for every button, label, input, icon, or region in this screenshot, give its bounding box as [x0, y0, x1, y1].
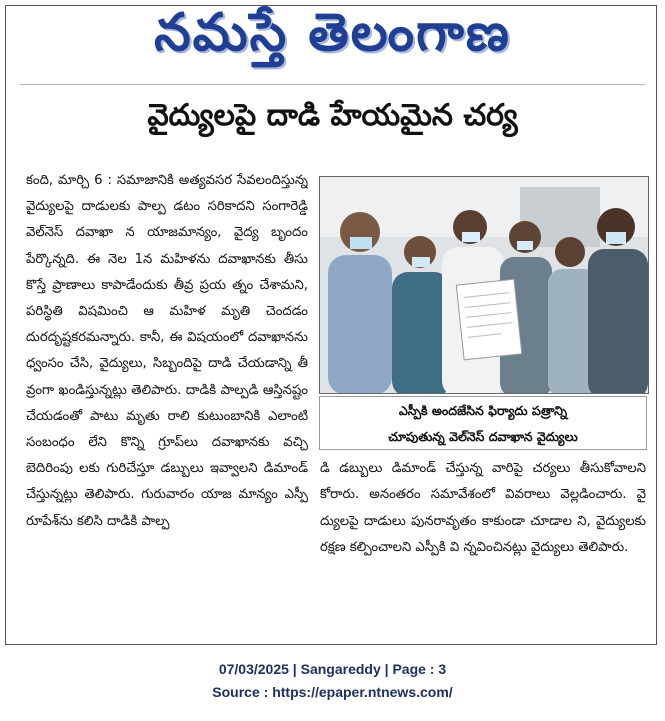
- newspaper-masthead: [0, 2, 665, 77]
- article-body-left: కంది, మార్చి 6 : సమాజానికి అత్యవసర సేవలందిస్తున్న వైద్యులపై దాడులకు పాల్ప డటం సరికాదని సంగారెడ్డి వెల్‌నెస్ దవాఖా న యాజమాన్యం, వైద్య బృందం పేర్కొన్నది. ఈ నెల 1న మహిళను దవాఖానకు తీసు కొస్తే ప్రాణాలు కాపాడేందుకు తీవ్ర ప్రయ త్నం చేశామని, పరిస్థితి విషమించి ఆ మహిళ మృతి చెందడం దురదృష్టకరమన్నారు. కానీ, ఈ విషయంలో దవాఖానను ధ్వంసం చేసి, వైద్యులు, సిబ్బందిపై దాడి చేయడాన్ని తీ వ్రంగా ఖండిస్తున్నట్లు తెలిపారు. దాడికి పాల్పడి ఆస్తినష్టం చేయడంతో పాటు మృతు రాలి కుటుంబానికి ఎలాంటి సంబంధం లేని కొన్ని గ్రూప్‌లు దవాఖానకు వచ్చి బెదిరింపు లకు గురిచేస్తూ డబ్బులు ఇవ్వాలని డిమాండ్ చేస్తున్నట్లు తెలిపారు. గురువారం యాజ మాన్యం ఎస్పీ రూపేశ్‌ను కలిసి దాడికి పాల్ప: [26, 173, 308, 529]
- article-body-right: డి డబ్బులు డిమాండ్ చేస్తున్న వారిపై చర్యలు తీసుకోవాలని కోరారు. అనంతరం సమావేశంలో వివరాలు వెల్లడించారు. వై ద్యులపై దాడులు పునరావృతం కాకుండా చూడాల ని, వైద్యులకు రక్షణ కల్పించాలని ఎస్పీకి వి న్నవించినట్లు వైద్యులు తెలిపారు.: [320, 461, 646, 555]
- photo-caption-line-2: చూపుతున్న వెల్‌నెస్ దవాఖాన వైద్యులు: [388, 429, 578, 444]
- footer-edition-info: 07/03/2025 | Sangareddy | Page : 3: [218, 661, 447, 677]
- article-photo: [319, 176, 649, 394]
- footer-source: Source : https://epaper.ntnews.com/: [212, 684, 453, 700]
- masthead-divider: [20, 84, 645, 85]
- article-column-left: [26, 168, 308, 630]
- masthead-title: నమస్తే తెలంగాణ: [154, 3, 511, 63]
- photo-caption: [319, 396, 647, 450]
- photo-illustration: [320, 177, 648, 393]
- article-column-right: [320, 456, 646, 616]
- photo-caption-line-1: ఎస్పీకి అందజేసిన ఫిర్యాదు పత్రాన్ని: [398, 403, 568, 418]
- article-headline: వైద్యులపై దాడి హేయమైన చర్య: [147, 98, 518, 133]
